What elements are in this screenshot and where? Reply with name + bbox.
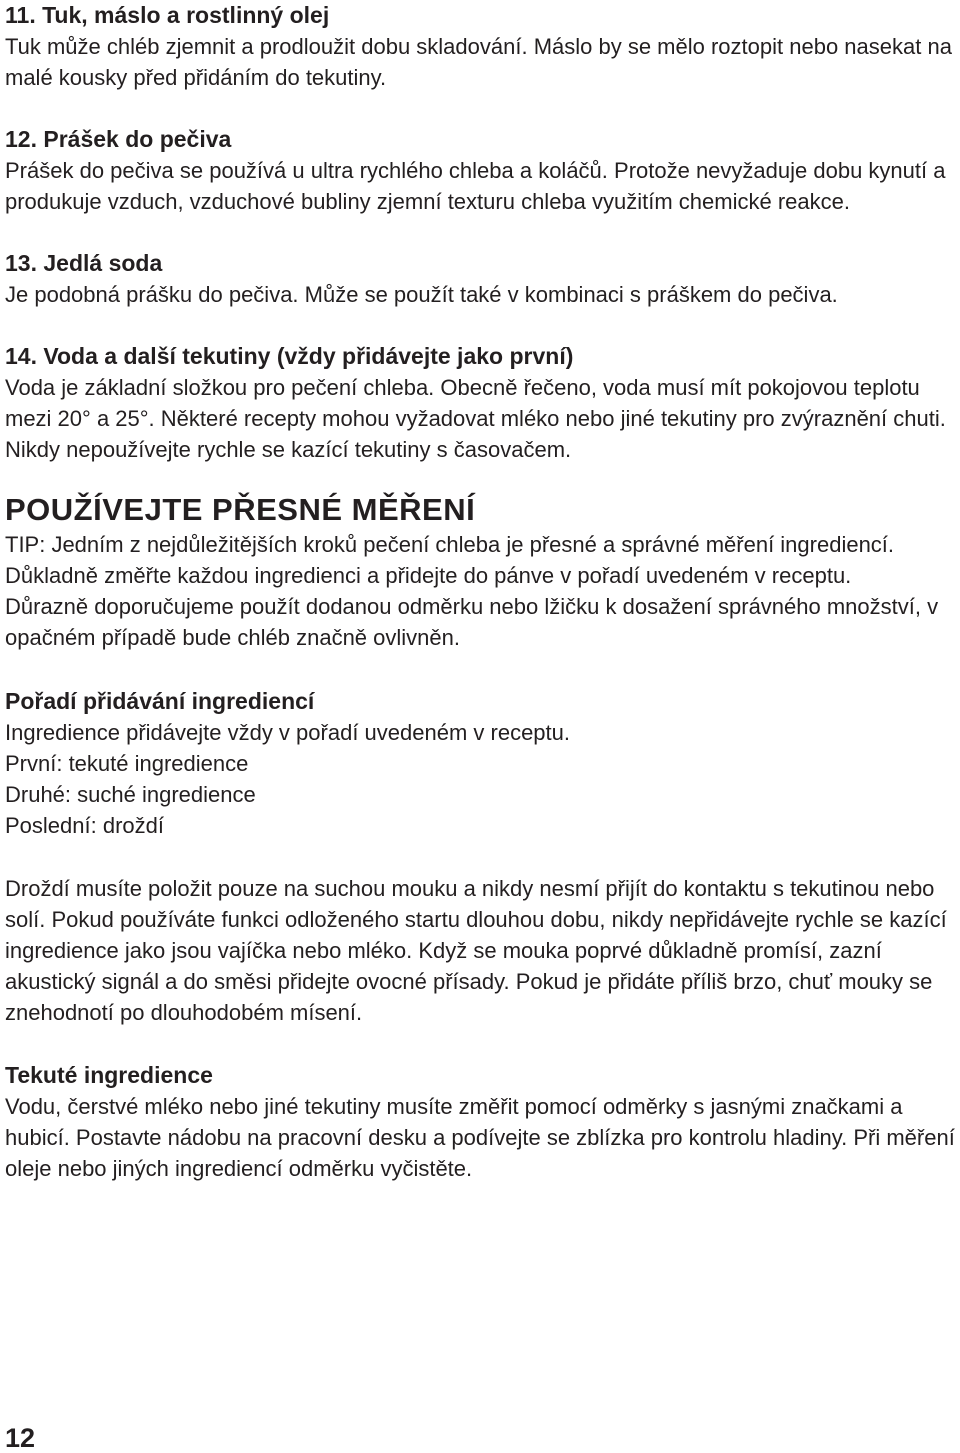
- spacer: [5, 1028, 957, 1060]
- section-title: 12. Prášek do pečiva: [5, 126, 232, 152]
- section-precise-measurement: [5, 485, 957, 653]
- section-body: Voda je základní složkou pro pečení chleba. Obecně řečeno, voda musí mít pokojovou teplotu mezi 20° a 25°. Některé recepty mohou vyžadovat mléko nebo jiné tekutiny pro zvýraznění chuti. Nikdy nepoužívejte rychle se kazící tekutiny s časovačem.: [5, 375, 946, 462]
- order-first: První: tekuté ingredience: [5, 751, 249, 776]
- spacer: [5, 217, 957, 248]
- page-number: 12: [5, 1423, 36, 1453]
- spacer: [5, 310, 957, 341]
- section-title: 13. Jedlá soda: [5, 250, 163, 276]
- measure-tip: TIP: Jedním z nejdůležitějších kroků pečení chleba je přesné a správné měření ingrediencí. Důkladně změřte každou ingredienci a přidejte do pánve v pořadí uvedeném v receptu.: [5, 532, 895, 588]
- order-second: Druhé: suché ingredience: [5, 782, 256, 807]
- section-title: 11. Tuk, máslo a rostlinný olej: [5, 2, 330, 28]
- order-title: Pořadí přidávání ingrediencí: [5, 688, 315, 714]
- section-liquid-ingredients: [5, 1060, 957, 1184]
- section-fat-butter-oil: [5, 0, 957, 93]
- section-baking-powder: [5, 124, 957, 217]
- spacer: [5, 653, 957, 686]
- section-yeast-note: [5, 873, 957, 1028]
- measure-recommendation: Důrazně doporučujeme použít dodanou odměrku nebo lžičku k dosažení správného množství, v opačném případě bude chléb značně ovlivněn.: [5, 594, 939, 650]
- spacer: [5, 93, 957, 124]
- yeast-paragraph: Droždí musíte položit pouze na suchou mouku a nikdy nesmí přijít do kontaktu s tekutinou nebo solí. Pokud používáte funkci odloženého startu dlouhou dobu, nikdy nepřidávejte rychle se kazící ingredience jako jsou vajíčka nebo mléko. Když se mouka poprvé důkladně promísí, zazní akustický signál a do směsi přidejte ovocné přísady. Pokud je přidáte příliš brzo, chuť mouky se znehodnotí po dlouhodobém mísení.: [5, 876, 947, 1025]
- order-intro: Ingredience přidávejte vždy v pořadí uvedeném v receptu.: [5, 720, 570, 745]
- order-last: Poslední: droždí: [5, 813, 164, 838]
- section-body: Prášek do pečiva se používá u ultra rychlého chleba a koláčů. Protože nevyžaduje dobu kynutí a produkuje vzduch, vzduchové bubliny zjemní texturu chleba využitím chemické reakce.: [5, 158, 946, 214]
- section-body: Je podobná prášku do pečiva. Může se použít také v kombinaci s práškem do pečiva.: [5, 282, 838, 307]
- section-body: Tuk může chléb zjemnit a prodloužit dobu skladování. Máslo by se mělo roztopit nebo nasekat na malé kousky před přidáním do tekutiny.: [5, 34, 952, 90]
- manual-page: [5, 0, 957, 1184]
- liquid-title: Tekuté ingredience: [5, 1062, 213, 1088]
- spacer: [5, 841, 957, 873]
- section-ingredient-order: [5, 686, 957, 841]
- measure-heading: POUŽÍVEJTE PŘESNÉ MĚŘENÍ: [5, 492, 476, 527]
- liquid-body: Vodu, čerstvé mléko nebo jiné tekutiny musíte změřit pomocí odměrky s jasnými značkami a hubicí. Postavte nádobu na pracovní desku a podívejte se zblízka pro kontrolu hladiny. Při měření oleje nebo jiných ingrediencí odměrku vyčistěte.: [5, 1094, 955, 1181]
- section-baking-soda: [5, 248, 957, 310]
- section-title: 14. Voda a další tekutiny (vždy přidávejte jako první): [5, 343, 574, 369]
- section-water-liquids: [5, 341, 957, 465]
